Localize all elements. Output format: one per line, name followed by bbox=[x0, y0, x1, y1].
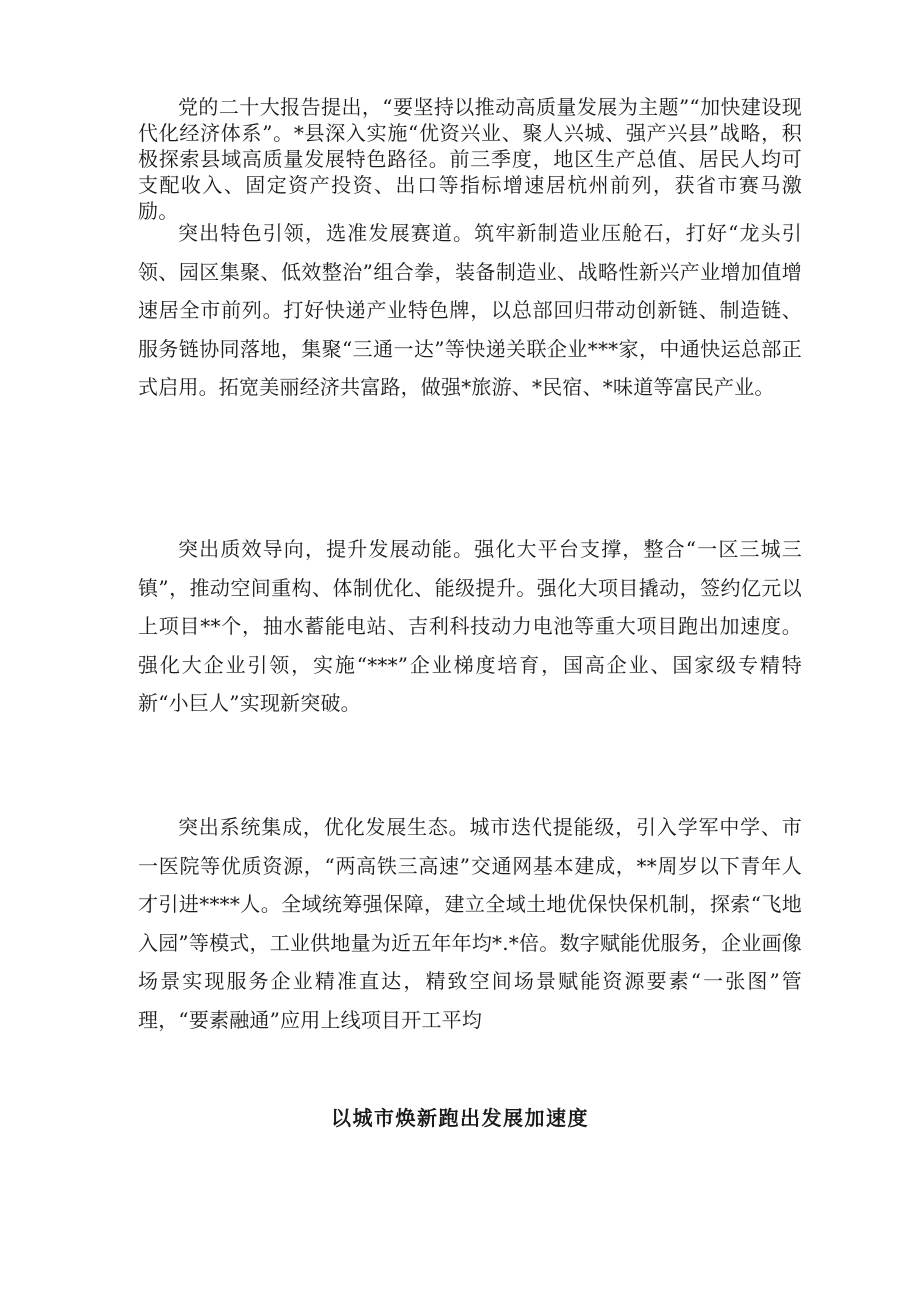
paragraph-feature-guidance: 突出特色引领，选准发展赛道。筑牢新制造业压舱石，打好“龙头引领、园区集聚、低效整治”组合拳，装备制造业、战略性新兴产业增加值增速居全市前列。打好快递产业特色牌，以总部回归带动创新链、制造链、服务链协同落地，集聚“三通一达”等快递关联企业***家，中通快运总部正式启用。拓宽美丽经济共富路，做强*旅游、*民宿、*味道等富民产业。 bbox=[138, 221, 802, 399]
section-subtitle: 以城市焕新跑出发展加速度 bbox=[331, 1106, 589, 1130]
paragraph-quality-orientation: 突出质效导向，提升发展动能。强化大平台支撑，整合“一区三城三镇”，推动空间重构、体制优化、能级提升。强化大项目撬动，签约亿元以上项目**个，抽水蓄能电站、吉利科技动力电池等重大项目跑出加速度。强化大企业引领，实施“***”企业梯度培育，国高企业、国家级专精特新“小巨人”实现新突破。 bbox=[138, 537, 802, 715]
paragraph-intro: 党的二十大报告提出，“要坚持以推动高质量发展为主题”“加快建设现代化经济体系”。*县深入实施“优资兴业、聚人兴城、强产兴县”战略，积极探索县域高质量发展特色路径。前三季度，地区生产总值、居民人均可支配收入、固定资产投资、出口等指标增速居杭州前列，获省市赛马激励。 bbox=[138, 95, 802, 223]
paragraph-system-integration: 突出系统集成，优化发展生态。城市迭代提能级，引入学军中学、市一医院等优质资源，“两高铁三高速”交通网基本建成，**周岁以下青年人才引进****人。全域统筹强保障，建立全域土地优保快保机制，探索“飞地入园”等模式，工业供地量为近五年年均*.*倍。数字赋能优服务，企业画像场景实现服务企业精准直达，精致空间场景赋能资源要素“一张图”管理，“要素融通”应用上线项目开工平均 bbox=[138, 815, 802, 1032]
